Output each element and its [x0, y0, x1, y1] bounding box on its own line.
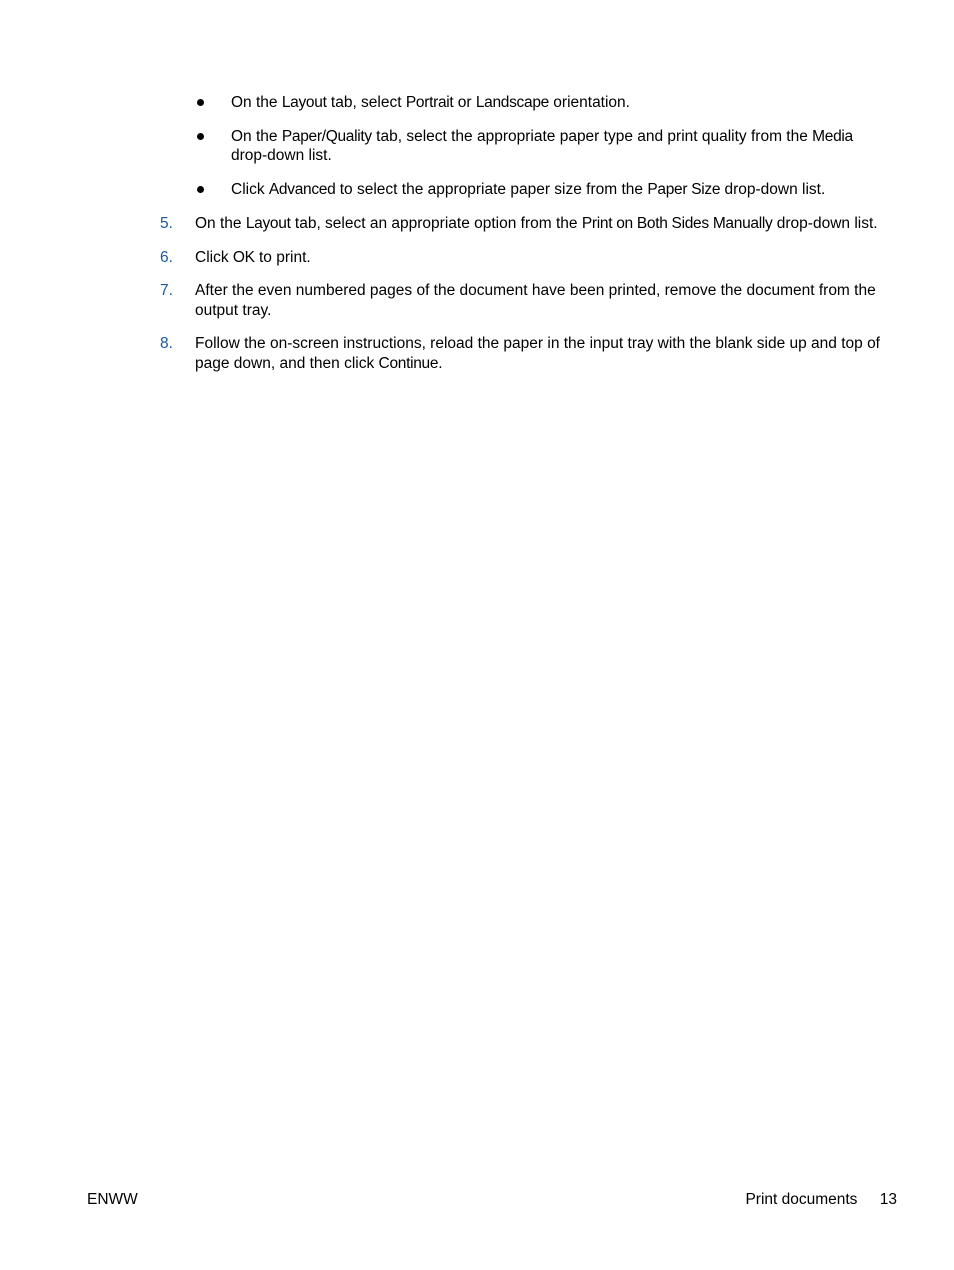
footer-section-title: Print documents	[745, 1191, 858, 1208]
footer-doc-code: ENWW	[87, 1191, 138, 1208]
step-number: 6.	[160, 248, 173, 266]
bullet-text: On the Layout tab, select Portrait or Landscape orientation.	[231, 94, 630, 111]
ui-term: Paper/Quality	[281, 127, 372, 145]
ui-term: Layout	[281, 94, 327, 111]
step-text: Click OK to print.	[195, 248, 311, 266]
bullet-text: Click Advanced to select the appropriate paper size from the Paper Size drop-down list.	[231, 180, 826, 198]
step-number: 8.	[160, 335, 173, 352]
numbered-steps-list	[160, 214, 880, 387]
step-item	[160, 334, 880, 373]
step-text: On the Layout tab, select an appropriate option from the Print on Both Sides Manually drop-down list.	[195, 215, 878, 232]
step-item	[160, 281, 880, 320]
step-text: After the even numbered pages of the document have been printed, remove the document from the output tray.	[195, 282, 876, 319]
ui-term: OK	[232, 248, 255, 266]
bullet-item	[196, 180, 886, 200]
step-text: Follow the on-screen instructions, reload the paper in the input tray with the blank side up and top of page down, and then click Continue.	[195, 335, 880, 372]
sub-bullet-list	[196, 93, 886, 213]
step-number: 5.	[160, 215, 173, 232]
ui-term: Advanced	[268, 180, 336, 198]
bullet-dot-icon	[197, 186, 204, 193]
ui-term: Continue	[378, 354, 439, 372]
ui-term: Portrait	[405, 94, 454, 111]
ui-term: Layout	[245, 215, 291, 232]
ui-term: Landscape	[475, 94, 549, 111]
bullet-item	[196, 127, 886, 166]
ui-term: Print on Both Sides Manually	[581, 215, 773, 232]
ui-term: Media	[812, 127, 853, 145]
ui-term: Paper Size	[647, 180, 721, 198]
bullet-text: On the Paper/Quality tab, select the appropriate paper type and print quality from the Media drop-down list.	[231, 127, 853, 164]
footer-page-number: 13	[879, 1191, 897, 1208]
bullet-item	[196, 93, 886, 113]
step-number: 7.	[160, 282, 173, 299]
bullet-dot-icon	[197, 99, 204, 106]
step-item	[160, 214, 880, 234]
footer-page-info	[745, 1190, 897, 1210]
step-item	[160, 248, 880, 268]
bullet-dot-icon	[197, 133, 204, 140]
